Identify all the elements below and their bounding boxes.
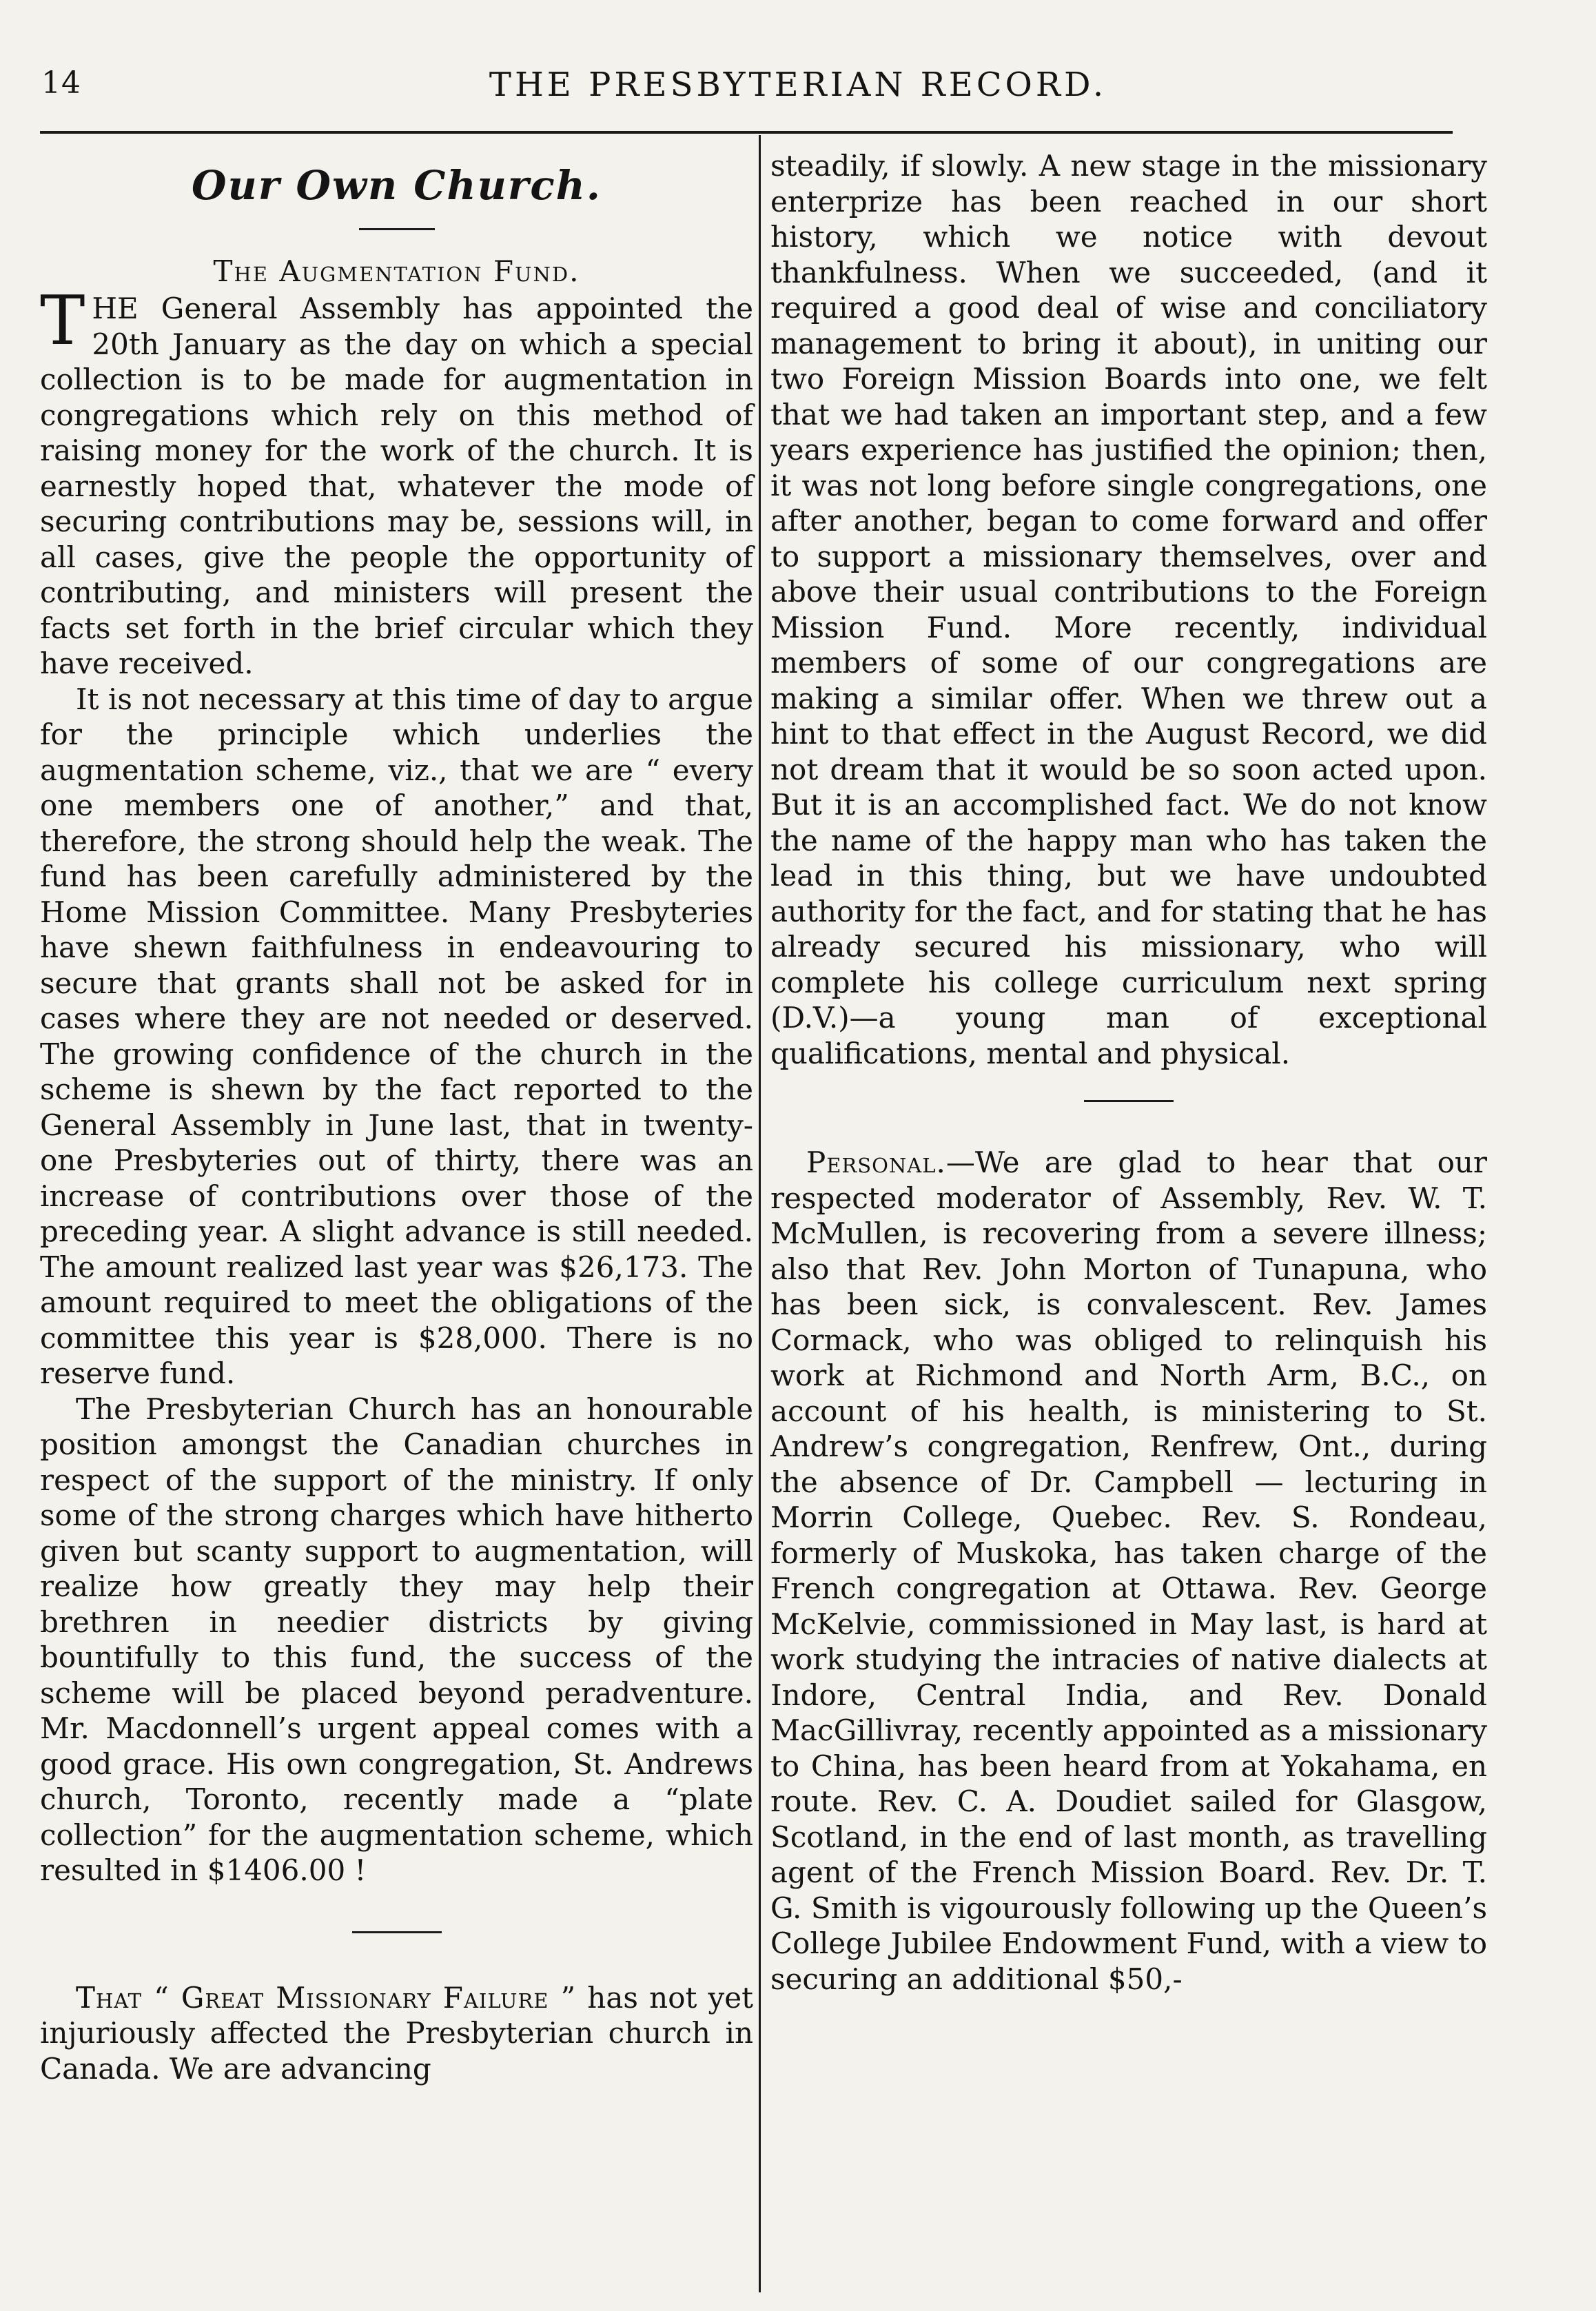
- paragraph: [40, 1980, 753, 2087]
- paragraph-lead: Personal.: [806, 1146, 946, 1179]
- paragraph: [40, 282, 753, 682]
- page-number: 14: [41, 65, 81, 101]
- paragraph: It is not necessary at this time of day to argue for the principle which underlies the augmentation scheme, viz., that we are “ every one members one of another,” and that, therefore, the strong should help the weak. The fund has been carefully administered by the Home Mission Committee. Many Presbyteries have shewn faithfulness in endeavouring to secure that grants shall not be asked for in cases where they are not needed or deserved. The growing confidence of the church in the scheme is shewn by the fact reported to the General Assembly in June last, that in twenty-one Presbyteries out of thirty, there was an increase of contributions over those of the preceding year. A slight advance is still needed. The amount realized last year was $26,173. The amount required to meet the obligations of the committee this year is $28,000. There is no reserve fund.: [40, 682, 753, 1390]
- drop-cap: T: [40, 282, 85, 360]
- journal-title: THE PRESBYTERIAN RECORD.: [489, 65, 1107, 104]
- article-separator: [1084, 1100, 1174, 1102]
- paragraph-text: has not yet injuriously affected the Presbyterian church in Canada. We are advancing: [40, 1980, 754, 2086]
- paragraph-text: HE General Assembly has appointed the 20th January as the day on which a special collection is to be made for augmentation in congregations which rely on this method of raising money for the work of the church. It is earnestly hoped that, whatever the mode of securing contributions may be, sessions will, in all cases, give the people the opportunity of contributing, and ministers will present the facts set forth in the brief circular which they have received.: [40, 292, 753, 680]
- right-column: [770, 148, 1487, 1997]
- article-separator: [352, 1931, 442, 1933]
- paragraph: [770, 1145, 1487, 1997]
- running-head: [0, 65, 1596, 121]
- section-rule: [359, 228, 435, 230]
- column-divider: [759, 135, 761, 2292]
- section-heading: Our Own Church.: [192, 162, 602, 209]
- header-rule: [40, 131, 1453, 134]
- paragraph-lead: That “ Great Missionary Failure ”: [76, 1980, 577, 2015]
- paragraph: The Presbyterian Church has an honourable position amongst the Canadian churches in respect of the support of the ministry. If only some of the strong charges which have hitherto given but scanty support to augmentation, will realize how greatly they may help their brethren in needier districts by giving bountifully to this fund, the success of the scheme will be placed beyond peradventure. Mr. Macdonnell’s urgent appeal comes with a good grace. His own congregation, St. Andrews church, Toronto, recently made a “plate collection” for the augmentation scheme, which resulted in $1406.00 !: [40, 1392, 753, 1887]
- left-column: [40, 148, 753, 2086]
- paragraph-text: —We are glad to hear that our respected moderator of Assembly, Rev. W. T. McMullen, is recovering from a severe illness; also that Rev. John Morton of Tunapuna, who has been sick, is convalescent. Rev. James Cormack, who was obliged to relinquish his work at Richmond and North Arm, B.C., on account of his health, is ministering to St. Andrew’s congregation, Renfrew, Ont., during the absence of Dr. Campbell — lecturing in Morrin College, Quebec. Rev. S. Rondeau, formerly of Muskoka, has taken charge of the French congregation at Ottawa. Rev. George McKelvie, commissioned in May last, is hard at work studying the intracies of native dialects at Indore, Central India, and Rev. Donald MacGillivray, recently appointed as a missionary to China, has been heard from at Yokahama, en route. Rev. C. A. Doudiet sailed for Glasgow, Scotland, in the end of last month, as travelling agent of the French Mission Board. Rev. Dr. T. G. Smith is vigourously following up the Queen’s College Jubilee Endowment Fund, with a view to securing an additional $50,-: [770, 1146, 1487, 1996]
- paragraph: steadily, if slowly. A new stage in the missionary enterprize has been reached in our short history, which we notice with devout thankfulness. When we succeeded, (and it required a good deal of wise and conciliatory management to bring it about), in uniting our two Foreign Mission Boards into one, we felt that we had taken an important step, and a few years experience has justified the opinion; then, it was not long before single congregations, one after another, began to come forward and offer to support a missionary themselves, over and above their usual contributions to the Foreign Mission Fund. More recently, individual members of some of our congregations are making a similar offer. When we threw out a hint to that effect in the August Record, we did not dream that it would be so soon acted upon. But it is an accomplished fact. We do not know the name of the happy man who has taken the lead in this thing, but we have undoubted authority for the fact, and for stating that he has already secured his missionary, who will complete his college curriculum next spring (D.V.)—a young man of exceptional qualifications, mental and physical.: [770, 149, 1487, 1070]
- article-title: The Augmentation Fund.: [213, 254, 580, 288]
